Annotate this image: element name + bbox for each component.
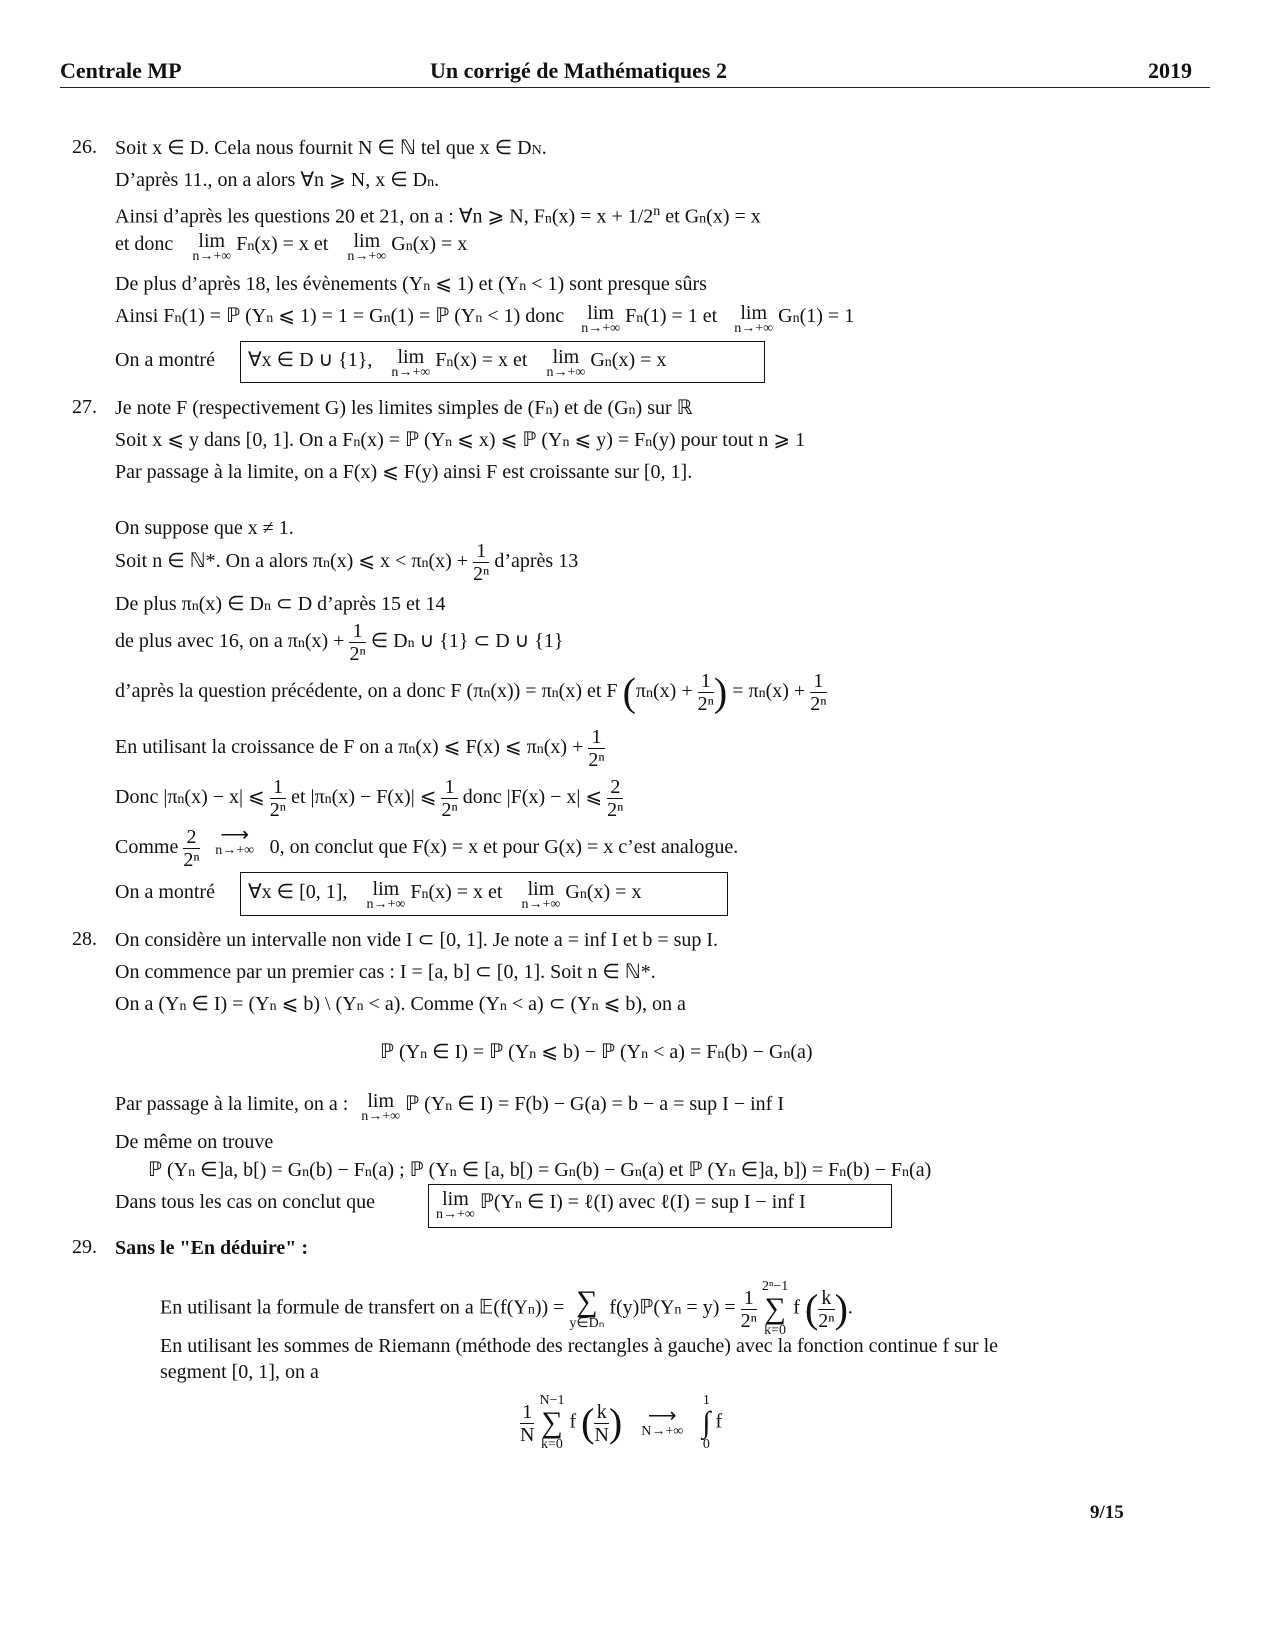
q27-shown-label: On a montré — [115, 881, 215, 903]
q28-line6: ℙ (Yn ∈]a, b[) = Gn(b) − Fn(a) ; ℙ (Yn ∈ [a, b[) = Gn(b) − Gn(a) et ℙ (Yn ∈]a, b]) = Fn(b) − Fn(a) — [148, 1159, 932, 1181]
q28-line2: On commence par un premier cas : I = [a, b] ⊂ [0, 1]. Soit n ∈ ℕ*. — [115, 961, 656, 983]
q29-title: Sans le "En déduire" : — [115, 1237, 308, 1259]
q28-result: lim n→+∞ ℙ(Yn ∈ I) = ℓ(I) avec ℓ(I) = sup I − inf I — [436, 1188, 806, 1222]
q26-line1: Soit x ∈ D. Cela nous fournit N ∈ ℕ tel que x ∈ DN. — [115, 137, 547, 159]
q28-line7: Dans tous les cas on conclut que — [115, 1191, 375, 1213]
q26-line3: Ainsi d’après les questions 20 et 21, on a : ∀n ⩾ N, $Fn(x) = x + 1/2^n$ et Gn(x) = x — [115, 204, 761, 228]
q26-number: 26. — [72, 136, 97, 158]
q27-line5: Soit n ∈ ℕ*. On a alors πn(x) ⩽ x < πn(x) + $\frac{1}{\text{2ⁿ}}$ d’après 13 — [115, 540, 579, 585]
q27-line8: d’après la question précédente, on a donc F (πn(x)) = πn(x) et F (πn(x) + $\frac{1}{\text{2ⁿ}}$ ) = πn(x) + $\frac{1}{\text{2ⁿ}}$ — [115, 669, 827, 715]
q29-line2: En utilisant les sommes de Riemann (méthode des rectangles à gauche) avec la fonction continue f sur le — [160, 1335, 999, 1357]
q26-result: ∀x ∈ D ∪ {1}, lim n→+∞ Fn(x) = x et lim n→+∞ Gn(x) = x — [248, 346, 667, 380]
q27-number: 27. — [72, 396, 97, 418]
q26-line4: et donc lim n→+∞ Fn(x) = x et lim n→+∞ Gn(x) = x — [115, 230, 468, 264]
q27-line11: Comme $\frac{2}{\text{2ⁿ}}$ ⟶ n→+∞ 0, on conclut que F(x) = x et pour G(x) = x c’est analogue. — [115, 824, 739, 871]
q26-line5: De plus d’après 18, les évènements (Yn ⩽ 1) et (Yn < 1) sont presque sûrs — [115, 273, 707, 295]
q26-shown-label: On a montré — [115, 349, 215, 371]
page-number: 9/15 — [1090, 1502, 1124, 1523]
q27-line10: Donc |πn(x) − x| ⩽ $\frac{1}{\text{2ⁿ}}$ et |πn(x) − F(x)| ⩽ $\frac{1}{\text{2ⁿ}}$ donc |F(x) − x| ⩽ $\frac{2}{\text{2ⁿ}}$ — [115, 776, 624, 821]
q29-line1: En utilisant la formule de transfert on a 𝔼(f(Yn)) = ∑ y∈Dₙ f(y)ℙ(Yn = y) = $\frac{1}{\text{2ⁿ}}$ 2ⁿ−1 ∑ k=0 f ( $\frac{k}{\text{2ⁿ}}$ ). — [160, 1279, 853, 1338]
q27-line6: De plus πn(x) ∈ Dn ⊂ D d’après 15 et 14 — [115, 593, 446, 615]
q27-result: ∀x ∈ [0, 1], lim n→+∞ Fn(x) = x et lim n→+∞ Gn(x) = x — [248, 878, 642, 912]
q28-line1: On considère un intervalle non vide I ⊂ [0, 1]. Je note a = inf I et b = sup I. — [115, 929, 719, 951]
q26-line2: D’après 11., on a alors ∀n ⩾ N, x ∈ Dn. — [115, 169, 440, 191]
q29-line3: segment [0, 1], on a — [160, 1361, 319, 1383]
q28-line4: Par passage à la limite, on a : lim n→+∞ ℙ (Yn ∈ I) = F(b) − G(a) = b − a = sup I − inf I — [115, 1090, 784, 1124]
q28-line5: De même on trouve — [115, 1131, 274, 1153]
header-left: Centrale MP — [60, 58, 182, 83]
header-title: Un corrigé de Mathématiques 2 — [430, 58, 727, 83]
q29-number: 29. — [72, 1236, 97, 1258]
q27-line2: Soit x ⩽ y dans [0, 1]. On a Fn(x) = ℙ (Yn ⩽ x) ⩽ ℙ (Yn ⩽ y) = Fn(y) pour tout n ⩾ 1 — [115, 429, 806, 451]
q26-line6: Ainsi Fn(1) = ℙ (Yn ⩽ 1) = 1 = Gn(1) = ℙ (Yn < 1) donc lim n→+∞ Fn(1) = 1 et lim n→+∞ Gn(1) = 1 — [115, 302, 855, 336]
q27-line3: Par passage à la limite, on a F(x) ⩽ F(y) ainsi F est croissante sur [0, 1]. — [115, 461, 693, 483]
header-year: 2019 — [1148, 58, 1192, 83]
q28-number: 28. — [72, 928, 97, 950]
q27-line7: de plus avec 16, on a πn(x) + $\frac{1}{\text{2ⁿ}}$ ∈ Dn ∪ {1} ⊂ D ∪ {1} — [115, 620, 564, 665]
q27-line1: Je note F (respectivement G) les limites simples de (Fn) et de (Gn) sur ℝ — [115, 397, 693, 419]
q27-line4: On suppose que x ≠ 1. — [115, 517, 294, 539]
q29-riemann-formula: $\frac{1}{N}$ N−1 ∑ k=0 f ( $\frac{k}{N}$ ) ⟶ N→+∞ 1 ∫ 0 f — [520, 1393, 723, 1452]
q28-line3: On a (Yn ∈ I) = (Yn ⩽ b) \ (Yn < a). Comme (Yn < a) ⊂ (Yn ⩽ b), on a — [115, 993, 686, 1015]
header-rule — [60, 87, 1210, 88]
q28-equation: ℙ (Yn ∈ I) = ℙ (Yn ⩽ b) − ℙ (Yn < a) = Fn(b) − Gn(a) — [380, 1041, 813, 1063]
q27-line9: En utilisant la croissance de F on a πn(x) ⩽ F(x) ⩽ πn(x) + $\frac{1}{\text{2ⁿ}}$ — [115, 726, 605, 771]
